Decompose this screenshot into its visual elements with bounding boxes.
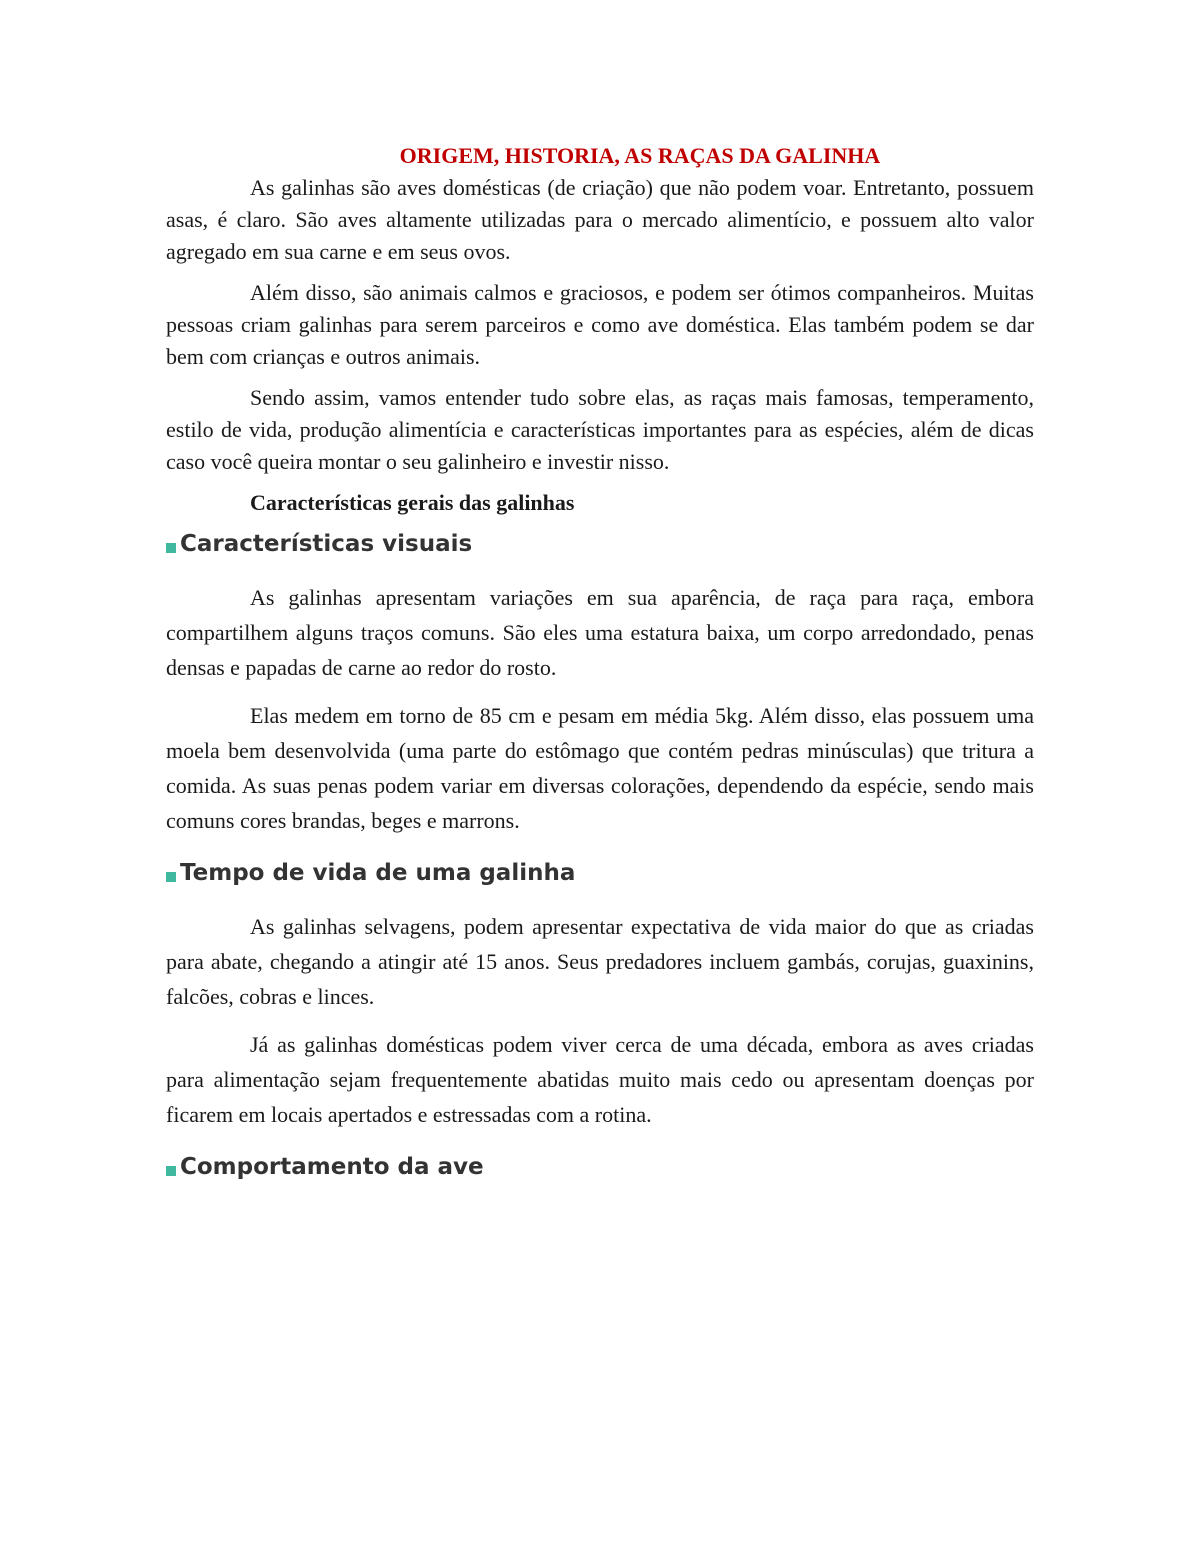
document-title: ORIGEM, HISTORIA, AS RAÇAS DA GALINHA [399,143,881,168]
section-heading-visual [166,527,1034,561]
section-heading-behavior [166,1150,1034,1184]
section-heading-lifespan [166,856,1034,890]
document-subtitle: Características gerais das galinhas [250,490,575,515]
section-visual-paragraph-1: As galinhas apresentam variações em sua aparência, de raça para raça, embora compartilhem alguns traços comuns. São eles uma estatura baixa, um corpo arredondado, penas densas e papadas de carne ao redor do rosto. [166,585,1034,680]
intro-paragraph-2: Além disso, são animais calmos e graciosos, e podem ser ótimos companheiros. Muitas pessoas criam galinhas para serem parceiros e como ave doméstica. Elas também podem se dar bem com crianças e outros animais. [166,280,1034,369]
section-heading-text: Comportamento da ave [180,1154,484,1180]
document-page [166,140,1034,1184]
square-bullet-icon [166,1166,176,1176]
section-lifespan-paragraph-2: Já as galinhas domésticas podem viver cerca de uma década, embora as aves criadas para alimentação sejam frequentemente abatidas muito mais cedo ou apresentam doenças por ficarem em locais apertados e estressadas com a rotina. [166,1032,1034,1127]
section-lifespan-paragraph-1: As galinhas selvagens, podem apresentar expectativa de vida maior do que as criadas para abate, chegando a atingir até 15 anos. Seus predadores incluem gambás, corujas, guaxinins, falcões, cobras e linces. [166,914,1034,1009]
intro-paragraph-1: As galinhas são aves domésticas (de criação) que não podem voar. Entretanto, possuem asas, é claro. São aves altamente utilizadas para o mercado alimentício, e possuem alto valor agregado em sua carne e em seus ovos. [166,175,1034,264]
square-bullet-icon [166,543,176,553]
section-heading-text: Características visuais [180,531,473,557]
section-heading-text: Tempo de vida de uma galinha [180,860,576,886]
square-bullet-icon [166,872,176,882]
section-visual-paragraph-2: Elas medem em torno de 85 cm e pesam em média 5kg. Além disso, elas possuem uma moela bem desenvolvida (uma parte do estômago que contém pedras minúsculas) que tritura a comida. As suas penas podem variar em diversas colorações, dependendo da espécie, sendo mais comuns cores brandas, beges e marrons. [166,703,1034,833]
intro-paragraph-3: Sendo assim, vamos entender tudo sobre elas, as raças mais famosas, temperamento, estilo de vida, produção alimentícia e características importantes para as espécies, além de dicas caso você queira montar o seu galinheiro e investir nisso. [166,385,1034,474]
